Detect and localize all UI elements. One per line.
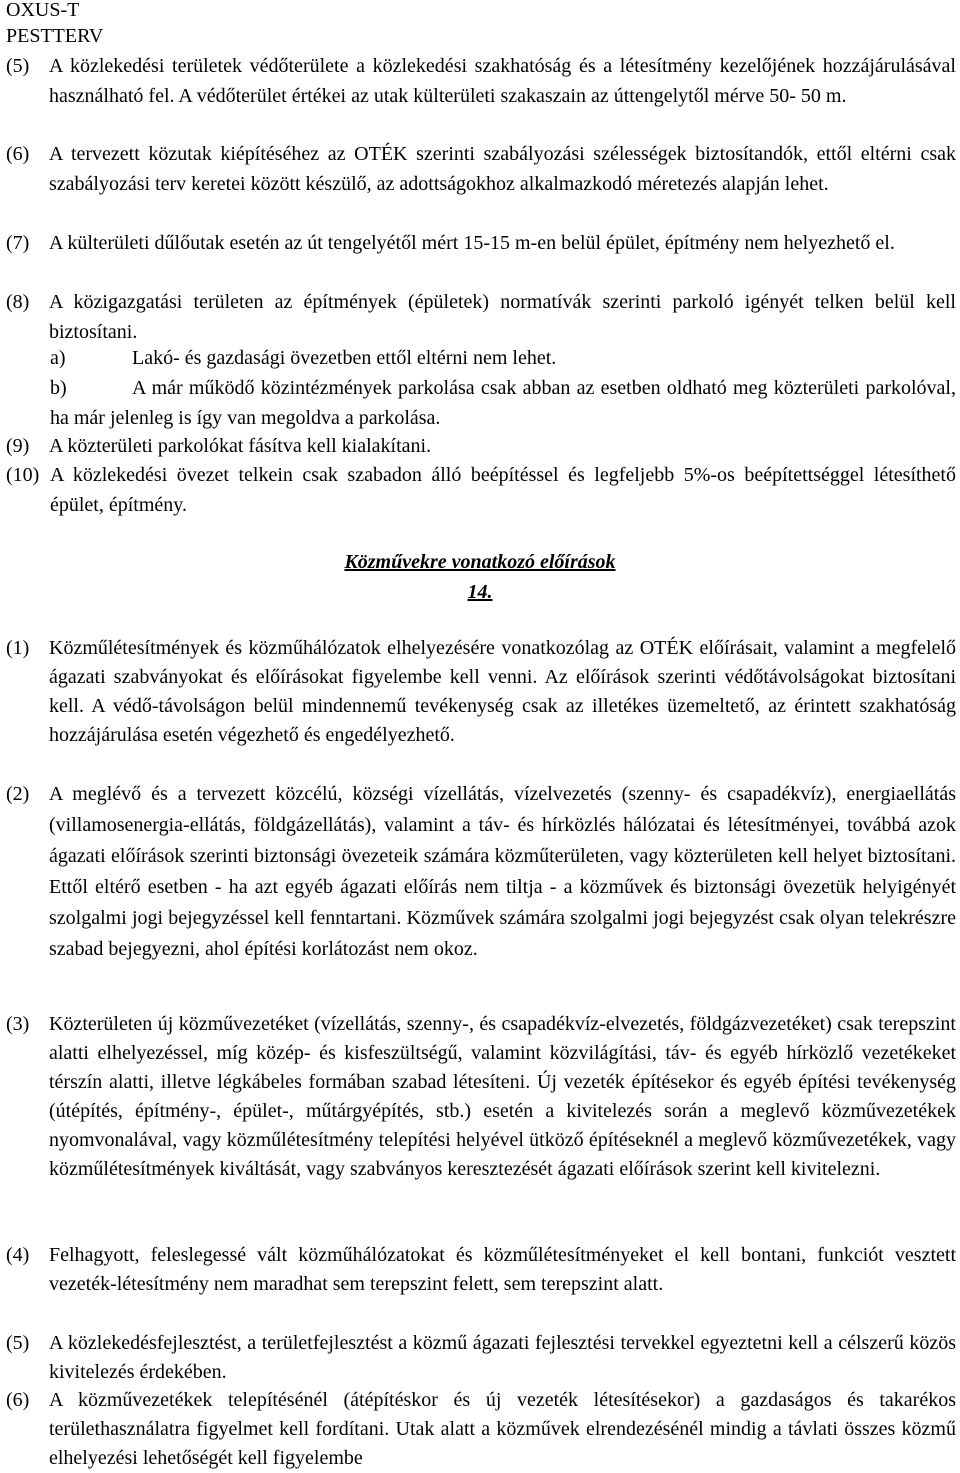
paragraph-number: (7)	[6, 232, 30, 254]
paragraph-13-9	[6, 431, 956, 461]
subpoint-a	[50, 343, 956, 373]
paragraph-number: (3)	[6, 1013, 30, 1035]
paragraph-number: (5)	[6, 1332, 30, 1354]
paragraph-text: A külterületi dűlőutak esetén az út tengelyétől mért 15-15 m-en belül épület, építmény nem helyezhető el.	[49, 232, 895, 254]
paragraph-13-8	[6, 287, 956, 347]
paragraph-14-5	[6, 1329, 956, 1387]
section-number: 14.	[467, 581, 493, 603]
paragraph-14-4	[6, 1241, 956, 1299]
paragraph-number: (8)	[6, 291, 30, 313]
header-company: OXUS-T	[6, 0, 80, 21]
paragraph-number: (4)	[6, 1244, 30, 1266]
paragraph-text: A közlekedési övezet telkein csak szabadon álló beépítéssel és legfeljebb 5%-os beépítettséggel létesíthető épület, építmény.	[50, 464, 956, 516]
subpoint-text: Lakó- és gazdasági övezetben ettől eltérni nem lehet.	[132, 347, 557, 369]
subpoint-label: a)	[50, 347, 66, 369]
paragraph-text: Közműlétesítmények és közműhálózatok elhelyezésére vonatkozólag az OTÉK előírásait, valamint a megfelelő ágazati szabványokat és előírásokat figyelembe kell venni. Az előírások szerinti védőtávolságokat biztosítani kell. A védő-távolságon belül mindennemű tevékenység csak az illetékes üzemeltető, az érintett szakhatóság hozzájárulása esetén végezhető és engedélyezhető.	[49, 637, 956, 746]
paragraph-number: (10)	[6, 464, 40, 486]
paragraph-text: Közterületen új közművezetéket (vízellátás, szenny-, és csapadékvíz-elvezetés, földgázvezetéket) csak terepszint alatti elhelyezéssel, míg közép- és kisfeszültségű, valamint közvilágítási, táv- és egyéb hírközlő vezetékeket térszín alatti, illetve légkábeles formában szabad létesíteni. Új vezeték építésekor és egyéb építési tevékenység (útépítés, építmény-, épület-, műtárgyépítés, stb.) esetén a kivitelezés során a meglevő közművezetékek nyomvonalával, vagy közműlétesítmény telepítési helyével ütköző építéseknél a meglevő közművezetékek, vagy közműlétesítmények kiváltását, vagy szabványos keresztezését ágazati előírások szerint kell kivitelezni.	[49, 1013, 956, 1180]
paragraph-text: A tervezett közutak kiépítéséhez az OTÉK szerinti szabályozási szélességek biztosítandók, ettől eltérni csak szabályozási terv keretei között készülő, az adottságokhoz alkalmazkodó méretezés alapján lehet.	[49, 143, 956, 195]
paragraph-14-6	[6, 1386, 956, 1473]
paragraph-13-10	[6, 460, 956, 520]
paragraph-text: A közigazgatási területen az építmények (épületek) normatívák szerinti parkoló igényét telken belül kell biztosítani.	[49, 291, 956, 343]
paragraph-14-1	[6, 634, 956, 750]
paragraph-13-5	[6, 51, 956, 111]
paragraph-text: A közművezetékek telepítésénél (átépítéskor és új vezeték létesítésekor) a gazdaságos és takarékos területhasználatra figyelmet kell fordítani. Utak alatt a közművek elrendezésénél mindig a távlati összes közmű elhelyezési lehetőségét kell figyelembe	[49, 1389, 956, 1469]
paragraph-text: A meglévő és a tervezett közcélú, községi vízellátás, vízelvezetés (szenny- és csapadékvíz), energiaellátás (villamosenergia-ellátás, földgázellátás), valamint a táv- és hírközlés hálózatai és létesítményei, továbbá azok ágazati előírások szerinti biztonsági övezeteik számára közműterületen, vagy közterületen kell helyet biztosítani. Ettől eltérő esetben - ha azt egyéb ágazati előírás nem tiltja - a közművek és biztonsági övezetük helyigényét szolgalmi jogi bejegyzéssel kell fenntartani. Közművek számára szolgalmi jogi bejegyzést csak olyan telekrészre szabad bejegyezni, ahol építési korlátozást nem okoz.	[49, 783, 956, 960]
paragraph-number: (1)	[6, 637, 30, 659]
paragraph-13-7	[6, 228, 956, 258]
paragraph-14-3	[6, 1010, 956, 1184]
paragraph-text: A közlekedési területek védőterülete a közlekedési szakhatóság és a létesítmény kezelőjének hozzájárulásával használható fel. A védőterület értékei az utak külterületi szakaszain az úttengelytől mérve 50- 50 m.	[49, 55, 956, 107]
header-company-line2: PESTTERV	[6, 25, 104, 47]
subpoint-b	[50, 373, 956, 433]
subpoint-text: A már működő közintézmények parkolása csak abban az esetben oldható meg közterületi parkolóval, ha már jelenleg is így van megoldva a parkolása.	[50, 377, 956, 429]
paragraph-13-6	[6, 139, 956, 199]
paragraph-number: (6)	[6, 143, 30, 165]
paragraph-text: A közterületi parkolókat fásítva kell kialakítani.	[49, 435, 432, 457]
paragraph-number: (5)	[6, 55, 30, 77]
paragraph-number: (6)	[6, 1389, 30, 1411]
paragraph-text: A közlekedésfejlesztést, a területfejlesztést a közmű ágazati fejlesztési tervekkel egyeztetni kell a célszerű közös kivitelezés érdekében.	[49, 1332, 956, 1383]
paragraph-text: Felhagyott, feleslegessé vált közműhálózatokat és közműlétesítményeket el kell bontani, funkciót vesztett vezeték-létesítmény nem maradhat sem terepszint felett, sem terepszint alatt.	[49, 1244, 956, 1295]
paragraph-14-2	[6, 779, 956, 965]
paragraph-number: (2)	[6, 783, 30, 805]
section-title: Közművekre vonatkozó előírások	[344, 551, 616, 573]
paragraph-number: (9)	[6, 435, 30, 457]
subpoint-label: b)	[50, 377, 67, 399]
